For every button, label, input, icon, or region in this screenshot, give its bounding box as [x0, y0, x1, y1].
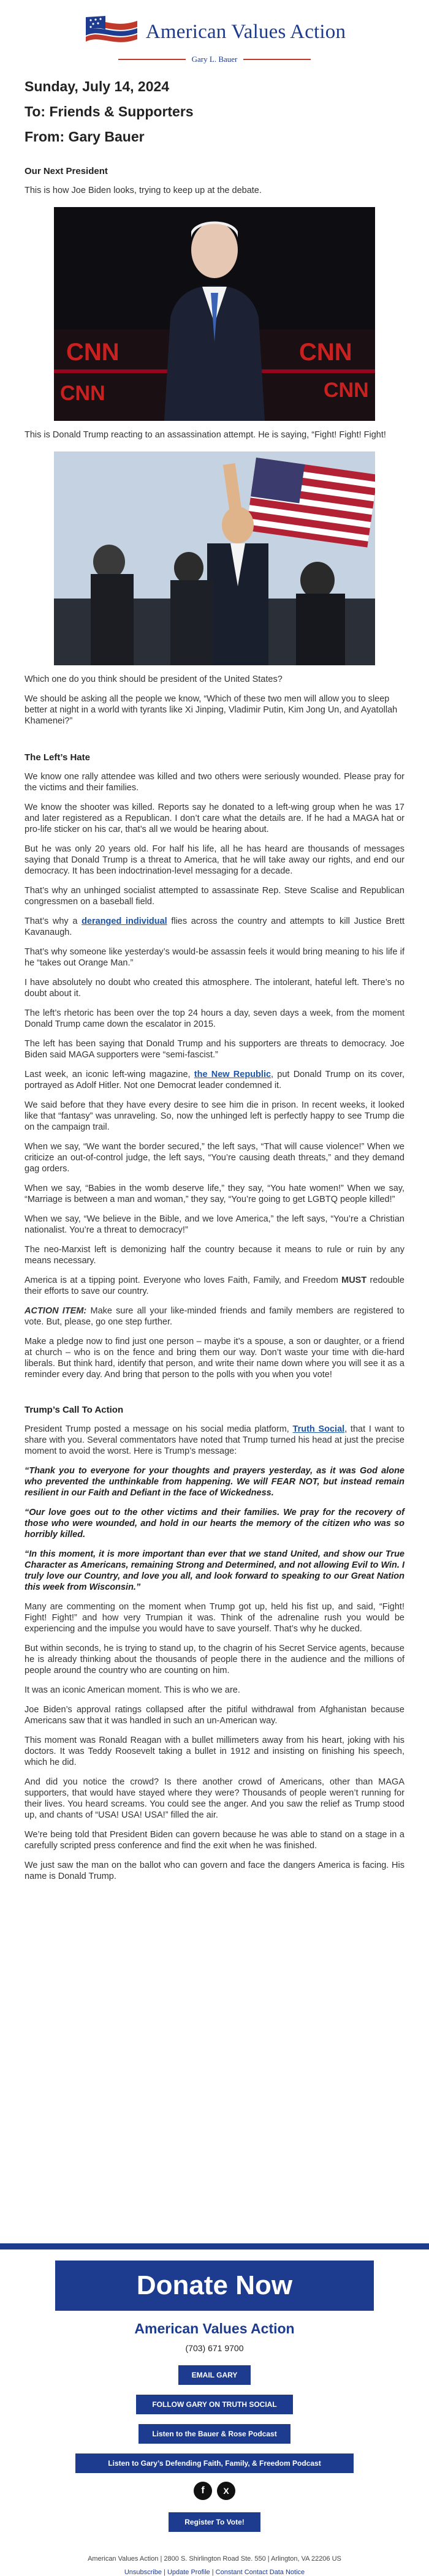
- new-republic-link[interactable]: the New Republic: [194, 1070, 271, 1079]
- email-body: [0, 78, 429, 1882]
- paragraph: That’s why an unhinged socialist attempted to assassinate Rep. Steve Scalise and Republican congressmen on a baseball field.: [25, 886, 404, 907]
- register-to-vote-button[interactable]: Register To Vote!: [169, 2512, 260, 2532]
- paragraph: Which one do you think should be president of the United States?: [25, 674, 283, 684]
- text: President Trump posted a message on his social media platform,: [25, 1424, 293, 1434]
- paragraph: We know the shooter was killed. Reports say he donated to a left-wing group when he was 17 and later registered as a Republican. I don’t care what the details are. If he had a MAGA hat or pro-life sticker on his car, that’s all we would be hearing about.: [25, 803, 404, 834]
- subbrand: [0, 55, 429, 64]
- section-title: The Left’s Hate: [25, 752, 90, 763]
- divider: [118, 59, 186, 60]
- paragraph: Joe Biden’s approval ratings collapsed after the pitiful withdrawal from Afghanistan because Americans saw that it was handled in such an un-American way.: [25, 1705, 404, 1726]
- paragraph: We know one rally attendee was killed and two others were seriously wounded. Please pray for the victims and their families.: [25, 772, 404, 793]
- email-date: Sunday, July 14, 2024: [25, 78, 170, 94]
- paragraph: This moment was Ronald Reagan with a bullet millimeters away from his heart, joking with his doctors. It was Teddy Roosevelt taking a bullet in 1912 and insisting on finishing his speech, which he did.: [25, 1736, 404, 1767]
- paragraph: And did you notice the crowd? Is there another crowd of Americans, other than MAGA supporters, that would have stayed where they were? Thousands of people weren’t running for their lives. You heard screams. You could see the anger. And you saw the relief as Trump stood up, and chants of “USA! USA! USA!” filled the air.: [25, 1777, 404, 1820]
- text: redouble their efforts to save our country.: [25, 1275, 404, 1296]
- paragraph: We said before that they have every desire to see him die in prison. In recent weeks, it looked like that “fantasy” was unraveling. So, now the unhinged left is perfectly happy to see Trump die on the campaign trail.: [25, 1100, 404, 1132]
- paragraph: It was an iconic American moment. This is who we are.: [25, 1685, 240, 1695]
- separator: |: [210, 2569, 216, 2576]
- divider-bar: [0, 2243, 429, 2249]
- text: Last week, an iconic left-wing magazine,: [25, 1070, 194, 1079]
- paragraph: When we say, “We believe in the Bible, and we love America,” the left says, “You’re a Christian nationalist. You’re a threat to democracy!”: [25, 1214, 404, 1235]
- donate-button[interactable]: Donate Now: [55, 2261, 374, 2311]
- logo: [83, 13, 346, 50]
- paragraph: The left has been saying that Donald Trump and his supporters are threats to democracy. Joe Biden said MAGA supporters were “semi-fascist.”: [25, 1039, 404, 1060]
- bauer-rose-podcast-button[interactable]: Listen to the Bauer & Rose Podcast: [139, 2424, 290, 2444]
- truth-social-button[interactable]: FOLLOW GARY ON TRUTH SOCIAL: [136, 2395, 293, 2414]
- separator: |: [161, 2569, 167, 2576]
- section-title: Trump’s Call To Action: [25, 1405, 124, 1415]
- text: America is at a tipping point. Everyone who loves Faith, Family, and Freedom: [25, 1275, 342, 1285]
- paragraph: But he was only 20 years old. For half his life, all he has heard are thousands of messages saying that Donald Trump is a threat to America, that he will take away our rights, and end our democracy. It has been indoctrination-level messaging for a decade.: [25, 844, 404, 876]
- brand-name: American Values Action: [145, 20, 346, 43]
- paragraph: [25, 916, 404, 938]
- email-header: [0, 0, 429, 74]
- trump-rally-illustration: [54, 451, 375, 665]
- svg-text:CNN: CNN: [66, 339, 120, 366]
- defending-podcast-button[interactable]: Listen to Gary’s Defending Faith, Family, & Freedom Podcast: [75, 2453, 354, 2473]
- x-twitter-icon[interactable]: X: [217, 2482, 235, 2500]
- emphasis: MUST: [341, 1275, 367, 1285]
- paragraph: We’re being told that President Biden can govern because he was able to stand on a stage in a carefully scripted press conference and find the exit when he was finished.: [25, 1830, 404, 1851]
- paragraph: The neo-Marxist left is demonizing half the country because it means to rule or ruin by any means necessary.: [25, 1245, 404, 1266]
- paragraph: [25, 1305, 404, 1328]
- paragraph: We just saw the man on the ballot who can govern and face the dangers America is facing. His name is Donald Trump.: [25, 1860, 404, 1881]
- paragraph: This is Donald Trump reacting to an assassination attempt. He is saying, “Fight! Fight! Fight!: [25, 430, 386, 440]
- email-gary-button[interactable]: EMAIL GARY: [178, 2365, 251, 2385]
- trump-rally-image: [54, 451, 375, 665]
- svg-text:CNN: CNN: [324, 379, 369, 402]
- svg-text:CNN: CNN: [60, 382, 105, 405]
- email-from: From: Gary Bauer: [25, 129, 145, 145]
- email-to: To: Friends & Supporters: [25, 104, 194, 119]
- paragraph: I have absolutely no doubt who created this atmosphere. The intolerant, hateful left. There’s no doubt about it.: [25, 978, 404, 999]
- deranged-individual-link[interactable]: deranged individual: [82, 916, 167, 926]
- svg-text:CNN: CNN: [299, 339, 352, 366]
- data-notice-link[interactable]: Constant Contact Data Notice: [215, 2569, 305, 2576]
- subbrand-name: Gary L. Bauer: [191, 55, 238, 64]
- paragraph: Make a pledge now to find just one person – maybe it’s a spouse, a son or daughter, or a friend at church – who is on the fence and bring them our way. Don’t waste your time with die-hard liberals. But think hard, identify that person, and write their name down where you will see it as a reminder every day. And bring that person to the polls with you when you vote!: [25, 1337, 404, 1380]
- footer-section: [0, 2249, 429, 2576]
- paragraph: This is how Joe Biden looks, trying to keep up at the debate.: [25, 186, 262, 195]
- quote: “Our love goes out to the other victims and their families. We pray for the recovery of those who were wounded, and hold in our hearts the memory of the citizen who was so horribly killed.: [25, 1508, 404, 1539]
- text: , that I want to share with you. Several commentators have noted that Trump turned his head at just the precise moment to avoid the worst. Here is Trump’s message:: [25, 1424, 404, 1456]
- paragraph: When we say, “Babies in the womb deserve life,” they say, “You hate women!” When we say, “Marriage is between a man and woman,” they say, “You’re going to get LGBTQ people killed!”: [25, 1184, 404, 1204]
- paragraph: [25, 1424, 404, 1457]
- quote: “Thank you to everyone for your thoughts and prayers yesterday, as it was God alone who prevented the unthinkable from happening. We will FEAR NOT, but instead remain resilient in our Faith and Defiant in the face of Wickedness.: [25, 1466, 404, 1498]
- text: , put Donald Trump on its cover, portrayed as Adolf Hitler. Not one Democrat leader condemned it.: [25, 1070, 404, 1090]
- flag-icon: [83, 13, 140, 50]
- footer-address: American Values Action | 2800 S. Shirlington Road Ste. 550 | Arlington, VA 22206 US: [88, 2555, 341, 2563]
- facebook-icon[interactable]: f: [194, 2482, 212, 2500]
- text: Make sure all your like-minded friends and family members are registered to vote. But, please, go one step further.: [25, 1306, 404, 1327]
- paragraph: The left’s rhetoric has been over the top 24 hours a day, seven days a week, from the moment Donald Trump came down the escalator in 2015.: [25, 1008, 404, 1029]
- footer-org-name: American Values Action: [134, 2321, 295, 2336]
- section-title: Our Next President: [25, 166, 108, 176]
- paragraph: When we say, “We want the border secured,” the left says, “That will cause violence!” When we criticize an out-of-control judge, the left says, “You’re causing death threats,” and they demand gag orders.: [25, 1142, 404, 1174]
- paragraph: We should be asking all the people we know, “Which of these two men will allow you to sleep better at night in a world with tyrants like Xi Jinping, Vladimir Putin, Kim Jong Un, and Ayatollah Khamenei?”: [25, 694, 398, 726]
- quote: “In this moment, it is more important than ever that we stand United, and show our True Character as Americans, remaining Strong and Determined, and not allowing Evil to Win. I truly love our Country, and love you all, and look forward to speaking to our Great Nation this week from Wisconsin.”: [25, 1549, 404, 1592]
- footer-links: [0, 2569, 429, 2576]
- text: flies across the country and attempts to kill Justice Brett Kavanaugh.: [25, 916, 404, 937]
- paragraph: That’s why someone like yesterday’s would-be assassin feels it would bring meaning to his life if he “takes out Orange Man.”: [25, 947, 404, 968]
- update-profile-link[interactable]: Update Profile: [167, 2569, 210, 2576]
- footer-phone: (703) 671 9700: [185, 2343, 244, 2353]
- divider: [243, 59, 311, 60]
- paragraph: But within seconds, he is trying to stand up, to the chagrin of his Secret Service agents, because he is already thinking about the thousands of people there in the audience and the millions of people around the country who are counting on him.: [25, 1644, 404, 1675]
- paragraph: [25, 1069, 404, 1091]
- paragraph: [25, 1275, 404, 1297]
- biden-debate-illustration: [54, 207, 375, 421]
- social-links: [0, 2482, 429, 2500]
- paragraph: Many are commenting on the moment when Trump got up, held his fist up, and said, “Fight! Fight! Fight!” and how very Trumpian it was. Think of the adrenaline rush you would be experiencing and the impulse you would have to save yourself. That’s why he ducked.: [25, 1602, 404, 1634]
- unsubscribe-link[interactable]: Unsubscribe: [124, 2569, 162, 2576]
- text: That’s why a: [25, 916, 82, 926]
- action-item-label: ACTION ITEM:: [25, 1306, 87, 1316]
- truth-social-link[interactable]: Truth Social: [292, 1424, 345, 1434]
- biden-debate-image: [54, 207, 375, 421]
